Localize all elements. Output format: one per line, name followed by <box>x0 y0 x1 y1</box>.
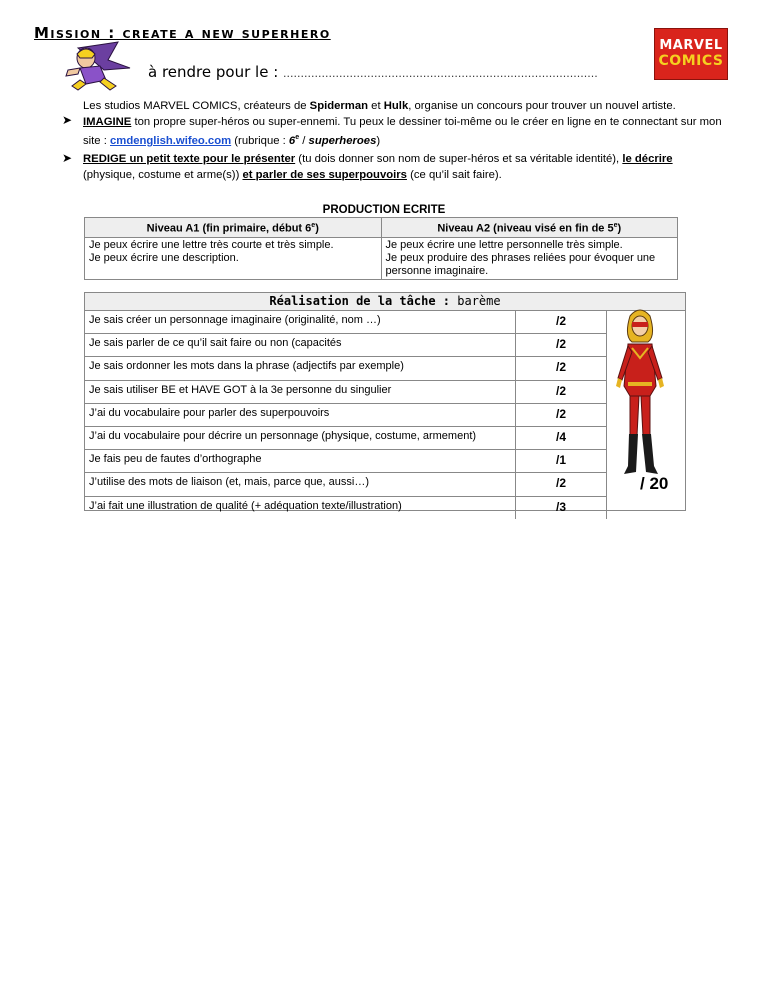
criterion-text: Je sais utiliser BE et HAVE GOT à la 3e personne du singulier <box>89 383 392 396</box>
intro-text: ton propre super-héros ou super-ennemi. Tu peux le dessiner toi-même ou le créer en ligne en te connectant sur mon site : <box>83 116 722 147</box>
row-divider <box>85 356 606 357</box>
task-text: (physique, costume et arme(s)) <box>83 169 243 181</box>
row-divider <box>85 333 606 334</box>
superheroine-illustration <box>606 306 674 476</box>
a2-line: Je peux écrire une lettre personnelle très simple. <box>385 238 623 251</box>
criterion-points: /2 <box>555 383 566 398</box>
criterion-text: Je fais peu de fautes d’orthographe <box>89 453 262 466</box>
intro-text: et <box>368 100 384 112</box>
task-paragraph <box>83 151 723 183</box>
criterion-points: /2 <box>555 476 566 491</box>
criterion-points: /2 <box>555 314 566 328</box>
arrow-bullet-icon: ➤ <box>62 151 73 165</box>
a1-line: Je peux écrire une lettre très courte et très simple. <box>89 238 334 251</box>
grading-scale <box>84 292 686 514</box>
level-sup: e <box>295 134 300 141</box>
criterion-points: /2 <box>555 406 566 421</box>
hulk-name: Hulk <box>383 100 409 112</box>
row-divider <box>85 449 606 450</box>
scale-row <box>85 334 685 357</box>
criterion-text: Je sais créer un personnage imaginaire (originalité, nom …) <box>89 314 381 326</box>
a1-line: Je peux écrire une description. <box>89 251 239 264</box>
row-divider <box>85 496 606 497</box>
criterion-points: /2 <box>555 337 566 352</box>
task-text: (tu dois donner son nom de super-héros et sa véritable identité), <box>295 153 623 165</box>
row-divider <box>85 403 606 404</box>
logo-line-1: MARVEL <box>659 38 723 53</box>
scale-row <box>85 357 685 380</box>
spiderman-name: Spiderman <box>309 100 369 112</box>
criterion-text: J’utilise des mots de liaison (et, mais, parce que, aussi…) <box>89 476 370 489</box>
due-date-line <box>148 63 598 81</box>
levels-table <box>84 217 678 280</box>
criterion-points: /4 <box>555 429 566 444</box>
scale-row <box>85 473 685 496</box>
page-title: Mission : create a new superhero <box>34 24 331 42</box>
site-link[interactable]: cmdenglish.wifeo.com <box>110 134 232 147</box>
intro-text: (rubrique : <box>231 134 289 147</box>
scale-row <box>85 450 685 473</box>
intro-text: Les studios MARVEL COMICS, créateurs de <box>83 100 310 112</box>
scale-header: Réalisation de la tâche : barème <box>85 293 685 311</box>
scale-row <box>85 404 685 427</box>
column-divider <box>515 310 516 519</box>
intro-text: ) <box>376 134 381 147</box>
scale-rows <box>85 311 685 520</box>
imagine-keyword: IMAGINE <box>83 116 132 128</box>
total-score: / 20 <box>640 474 669 493</box>
superheroes-text: superheroes <box>308 134 377 147</box>
criterion-points: /3 <box>555 499 566 514</box>
decrire-instruction: le décrire <box>622 153 673 165</box>
scale-row <box>85 427 685 450</box>
intro-text: / <box>299 134 309 147</box>
due-date-label: à rendre pour le : <box>148 63 279 81</box>
scale-row <box>85 311 685 334</box>
logo-line-2: COMICS <box>658 53 724 69</box>
production-title: PRODUCTION ECRITE <box>322 204 446 216</box>
row-divider <box>85 426 606 427</box>
criterion-text: J’ai du vocabulaire pour décrire un personnage (physique, costume, armement) <box>89 429 477 442</box>
intro-paragraph <box>83 98 723 149</box>
parler-instruction: et parler de ses superpouvoirs <box>242 169 407 181</box>
arrow-bullet-icon: ➤ <box>62 113 73 127</box>
due-date-blank: .......................................................................................... <box>283 67 598 80</box>
a1-descriptors <box>85 237 382 279</box>
criterion-text: J’ai du vocabulaire pour parler des superpouvoirs <box>89 406 330 419</box>
intro-text: , organise un concours pour trouver un nouvel artiste. <box>408 100 676 112</box>
row-divider <box>85 472 606 473</box>
a2-header: Niveau A2 (niveau visé en fin de 5e) <box>381 218 678 238</box>
scale-row <box>85 497 685 520</box>
criterion-text: Je sais ordonner les mots dans la phrase (adjectifs par exemple) <box>89 360 404 373</box>
a1-header: Niveau A1 (fin primaire, début 6e) <box>85 218 382 238</box>
row-divider <box>85 380 606 381</box>
redige-instruction: REDIGE un petit texte pour le présenter <box>83 153 296 165</box>
criterion-points: /1 <box>555 453 566 468</box>
flying-hero-illustration <box>48 40 140 92</box>
criterion-text: Je sais parler de ce qu’il sait faire ou non (capacités <box>89 337 342 350</box>
marvel-comics-logo <box>654 28 728 80</box>
criterion-points: /2 <box>555 360 566 375</box>
scale-row <box>85 381 685 404</box>
a2-descriptors <box>381 237 678 279</box>
a2-line: Je peux produire des phrases reliées pour évoquer une personne imaginaire. <box>385 251 656 277</box>
task-text: (ce qu’il sait faire). <box>406 169 502 181</box>
level-text: 6 <box>288 134 296 147</box>
criterion-text: J’ai fait une illustration de qualité (+ adéquation texte/illustration) <box>89 499 402 512</box>
